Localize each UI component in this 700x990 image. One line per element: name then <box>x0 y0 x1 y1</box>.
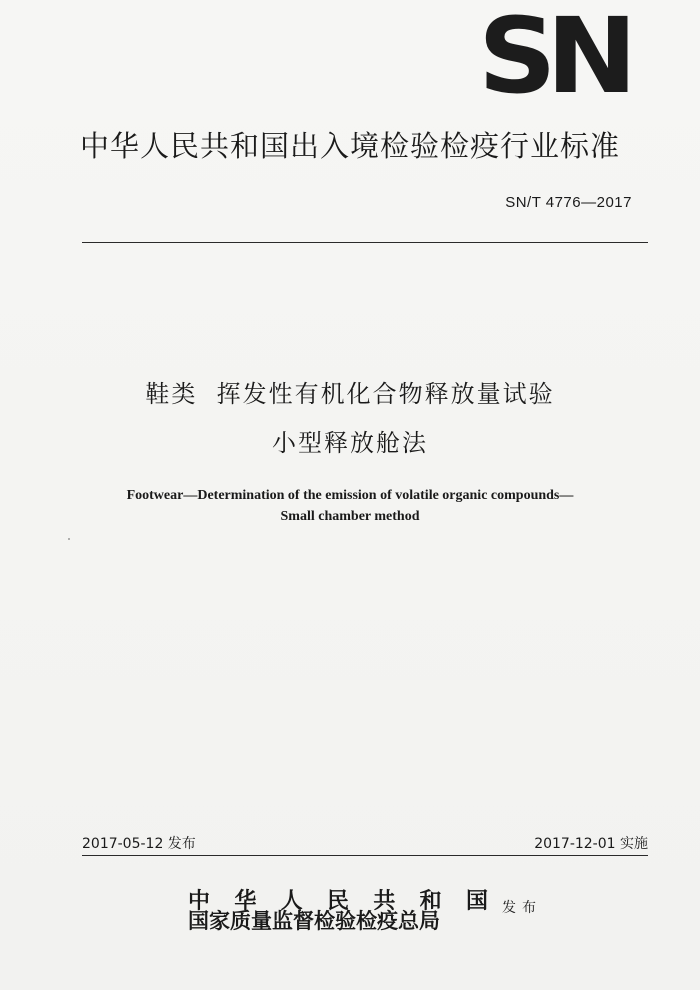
sn-logo: SN <box>478 0 628 117</box>
issue-date: 2017-05-12 发布 <box>82 836 196 852</box>
cn-title-line-1: 鞋类 挥发性有机化合物释放量试验 <box>145 380 555 408</box>
issuer-country-char: 人 <box>280 888 303 914</box>
top-divider <box>82 242 648 243</box>
issue-label: 发布 <box>502 900 542 916</box>
issuer-country-char: 共 <box>373 888 396 914</box>
org-title: 中华人民共和国出入境检验检疫行业标准 <box>79 129 620 163</box>
issuer-agency: 国家质量监督检验检疫总局 <box>188 908 440 933</box>
issuer-country-char: 国 <box>465 888 488 914</box>
bottom-divider <box>82 855 648 856</box>
en-title-line-2: Small chamber method <box>280 509 420 524</box>
cn-title-line-2: 小型释放舱法 <box>272 429 428 457</box>
standard-number: SN/T 4776—2017 <box>505 194 632 211</box>
issuer-country-char: 和 <box>419 888 442 914</box>
scan-speck <box>68 538 70 540</box>
en-title-line-1: Footwear—Determination of the emission of volatile organic compounds— <box>126 488 574 503</box>
issuer-country-char: 华 <box>234 888 257 914</box>
effective-date: 2017-12-01 实施 <box>534 836 648 852</box>
issuer-country-char: 中 <box>188 888 211 914</box>
issuer-country-char: 民 <box>326 888 349 914</box>
